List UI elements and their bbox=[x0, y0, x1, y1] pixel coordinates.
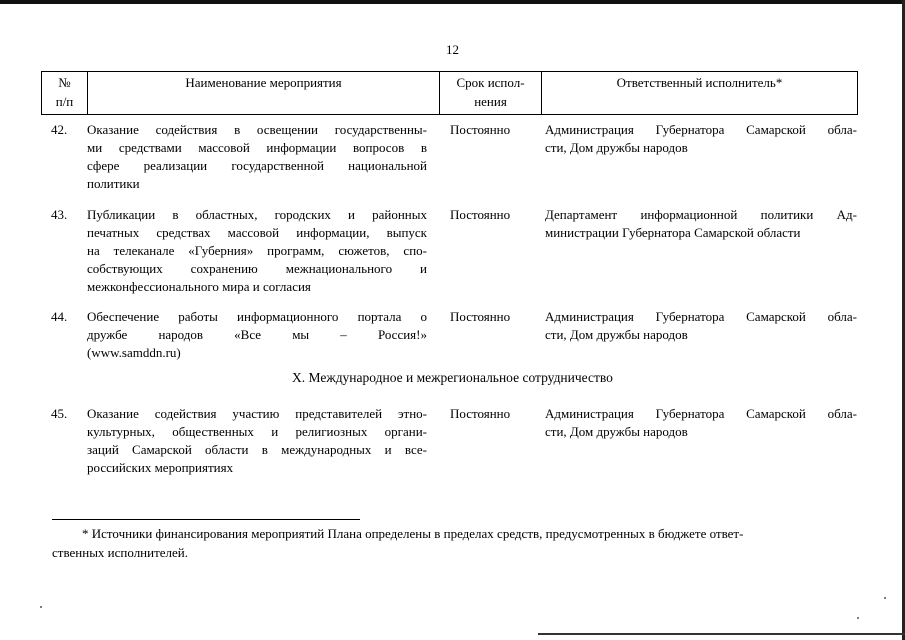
row-executor bbox=[545, 121, 857, 157]
row-number: 45. bbox=[51, 406, 68, 421]
activity-line: Публикации в областных, городских и районных bbox=[87, 207, 427, 222]
activity-line: ми средствами массовой информации вопросов в bbox=[87, 140, 427, 155]
row-activity bbox=[87, 206, 427, 296]
row-number: 43. bbox=[51, 207, 68, 222]
activity-line: печатных средствах массовой информации, выпуск bbox=[87, 225, 427, 240]
activity-line: заций Самарской области в международных и все- bbox=[87, 442, 427, 457]
activity-line: дружбе народов «Все мы – Россия!» bbox=[87, 327, 427, 342]
header-name-cell bbox=[88, 72, 440, 115]
scan-edge-bottom bbox=[538, 633, 905, 635]
executor-line: сти, Дом дружбы народов bbox=[545, 424, 688, 439]
footnote bbox=[52, 524, 869, 562]
header-num-line2: п/п bbox=[55, 94, 74, 109]
page-number: 12 bbox=[446, 42, 459, 57]
footnote-line: * Источники финансирования мероприятий Плана определены в пределах средств, предусмотренных в бюджете ответ- bbox=[82, 526, 744, 541]
executor-line: Администрация Губернатора Самарской обла- bbox=[545, 309, 857, 324]
footnote-divider bbox=[52, 519, 360, 520]
activity-line: культурных, общественных и религиозных органи- bbox=[87, 424, 427, 439]
activity-line: российских мероприятиях bbox=[87, 460, 234, 475]
row-term: Постоянно bbox=[450, 309, 511, 324]
scan-edge-top bbox=[0, 0, 905, 4]
header-executor: Ответственный исполнитель* bbox=[616, 75, 783, 90]
activity-line: Обеспечение работы информационного портала о bbox=[87, 309, 427, 324]
section-title: X. Международное и межрегиональное сотрудничество bbox=[292, 370, 613, 385]
header-num-line1: № bbox=[58, 75, 71, 90]
header-num-cell bbox=[42, 72, 88, 115]
scan-speck bbox=[40, 606, 42, 608]
row-executor bbox=[545, 206, 857, 242]
header-executor-cell bbox=[542, 72, 858, 115]
activity-line: Оказание содействия участию представителей этно- bbox=[87, 406, 427, 421]
header-term-line1: Срок испол- bbox=[456, 75, 525, 90]
activity-line: Оказание содействия в освещении государственны- bbox=[87, 122, 427, 137]
executor-line: сти, Дом дружбы народов bbox=[545, 140, 688, 155]
row-number: 42. bbox=[51, 122, 68, 137]
row-term: Постоянно bbox=[450, 207, 511, 222]
executor-line: министрации Губернатора Самарской области bbox=[545, 225, 801, 240]
header-term-line2: нения bbox=[474, 94, 507, 109]
executor-line: Департамент информационной политики Ад- bbox=[545, 207, 857, 222]
row-executor bbox=[545, 308, 857, 344]
row-activity bbox=[87, 308, 427, 362]
scan-speck bbox=[884, 597, 886, 599]
activity-line: политики bbox=[87, 176, 140, 191]
activity-line: собствующих сохранению межнационального и bbox=[87, 261, 427, 276]
row-term: Постоянно bbox=[450, 406, 511, 421]
row-activity bbox=[87, 121, 427, 193]
row-number: 44. bbox=[51, 309, 68, 324]
row-activity bbox=[87, 405, 427, 477]
executor-line: сти, Дом дружбы народов bbox=[545, 327, 688, 342]
executor-line: Администрация Губернатора Самарской обла- bbox=[545, 406, 857, 421]
table-header bbox=[41, 71, 858, 115]
activity-line: межконфессионального мира и согласия bbox=[87, 279, 311, 294]
executor-line: Администрация Губернатора Самарской обла- bbox=[545, 122, 857, 137]
row-executor bbox=[545, 405, 857, 441]
header-term-cell bbox=[440, 72, 542, 115]
activity-line: (www.samddn.ru) bbox=[87, 345, 181, 360]
footnote-line: ственных исполнителей. bbox=[52, 545, 189, 560]
header-name: Наименование мероприятия bbox=[185, 75, 342, 90]
scan-speck bbox=[857, 617, 859, 619]
activity-line: сфере реализации государственной национальной bbox=[87, 158, 427, 173]
activity-line: на телеканале «Губерния» программ, сюжетов, спо- bbox=[87, 243, 427, 258]
row-term: Постоянно bbox=[450, 122, 511, 137]
